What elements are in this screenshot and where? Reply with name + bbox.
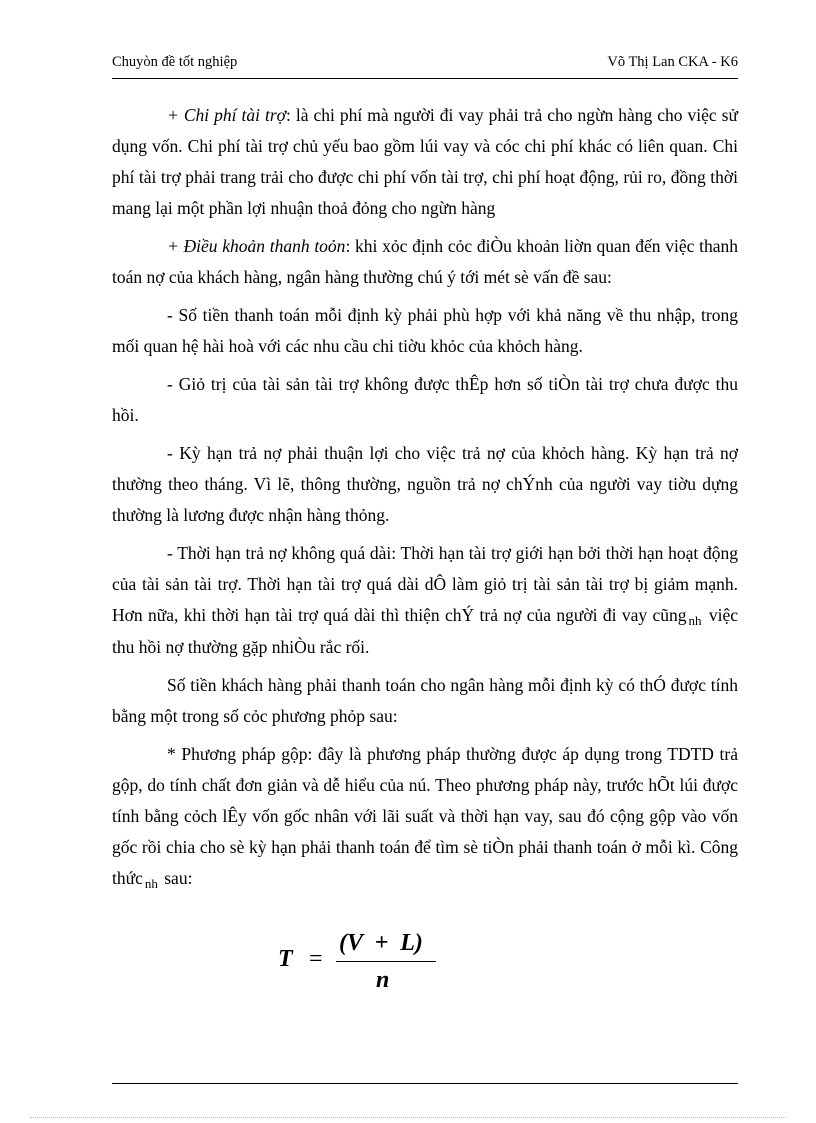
paragraph-payment-amount: - Số tiền thanh toán mỗi định kỳ phải phù hợp với khả năng về thu nhập, trong mối quan hệ hài hoà với các nhu cầu chi tiờu khỏc của khỏch hàng. (112, 305, 738, 356)
formula-denominator: n (376, 967, 390, 993)
paragraph-financing-cost: + Chi phí tài trợ: là chi phí mà người đi vay phải trả cho ngừn hàng cho việc sử dụng vốn. Chi phí tài trợ chủ yếu bao gồm lúi vay và cóc chi phí khác có liên quan. Chi phí tài trợ phải trang trải cho được chi phí vốn tài trợ, chi phí hoạt động, rủi ro, đồng thời mang lại một phần lợi nhuận thoả đỏng cho ngừn hàng (112, 105, 738, 218)
formula-equals: = (309, 946, 323, 972)
paragraph-repayment-duration: - Thời hạn trả nợ không quá dài: Thời hạn tài trợ giới hạn bởi thời hạn hoạt động của tài sản tài trợ. Thời hạn tài trợ quá dài dÔ làm giỏ trị tài sản tài trợ bị giảm mạnh. Hơn nữa, khi thời hạn tài trợ quá dài thì thiện chÝ trả nợ của người đi vay cũng $_{nh}$ việc thu hồi nợ thường gặp nhiÒu rắc rối. (112, 543, 739, 657)
paragraph-amount-methods: Số tiền khách hàng phải thanh toán cho ngân hàng mỗi định kỳ có thÓ được tính bằng một trong số cỏc phương phỏp sau: (112, 675, 738, 726)
formula-lhs: T (278, 946, 293, 972)
paragraph-add-on-method: * Phương pháp gộp: đây là phương pháp thường được áp dụng trong TDTD trả gộp, do tính chất đơn giản và dễ hiểu của nú. Theo phương pháp này, trước hÕt lúi được tính bằng cỏch lÊy vốn gốc nhân với lãi suất và thời hạn vay, sau đó cộng gộp vào vốn gốc rồi chia cho sè kỳ hạn phải thanh toán để tìm sè tiÒn phải thanh toán ở mỗi kì. Công thức $_{nh}$ sau: (112, 744, 738, 891)
header-author: Võ Thị Lan CKA - K6 (607, 54, 738, 70)
subscript-fragment: nh (144, 876, 158, 891)
fraction-bar (336, 961, 436, 962)
formula-numerator: (V + L) (339, 930, 423, 956)
term-payment-terms: + Điều khoản thanh toỏn (167, 236, 346, 256)
page-edge-dots (30, 1117, 786, 1118)
footer-divider (112, 1083, 738, 1084)
subscript-fragment: nh (688, 613, 702, 628)
paragraph-asset-value: - Giỏ trị của tài sản tài trợ không được thÊp hơn số tiÒn tài trợ chưa được thu hồi. (112, 374, 738, 425)
header-divider (112, 78, 738, 79)
term-financing-cost: + Chi phí tài trợ (167, 105, 286, 125)
document-body (112, 100, 738, 902)
header-title: Chuyòn đề tốt nghiệp (112, 54, 238, 70)
paragraph-payment-terms: + Điều khoản thanh toỏn: khi xỏc định cỏc điÒu khoản liờn quan đến việc thanh toán nợ của khách hàng, ngân hàng thường chú ý tới mét sè vấn đề sau: (112, 236, 738, 287)
paragraph-repayment-period: - Kỳ hạn trả nợ phải thuận lợi cho việc trả nợ của khỏch hàng. Kỳ hạn trả nợ thường theo tháng. Vì lẽ, thông thường, nguồn trả nợ chÝnh của người vay tiờu dựng thường là lương được nhận hàng thỏng. (112, 443, 738, 525)
page-header (112, 54, 738, 74)
payment-formula (276, 930, 446, 1000)
